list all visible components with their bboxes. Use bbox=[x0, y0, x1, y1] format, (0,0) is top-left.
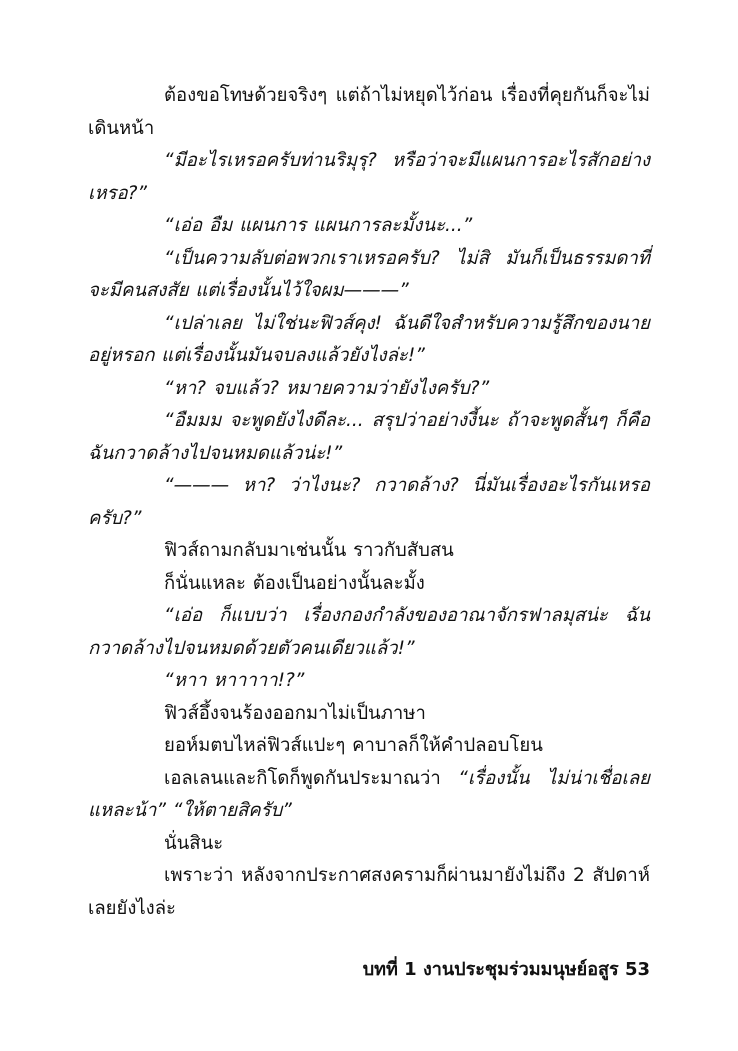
paragraph-13: ฟิวส์อึ้งจนร้องออกมาไม่เป็นภาษา bbox=[164, 702, 426, 724]
paragraph-1: ต้องขอโทษด้วยจริงๆ แต่ถ้าไม่หยุดไว้ก่อน เรื่องที่คุยกันก็จะไม่เดินหน้า bbox=[88, 85, 650, 139]
paragraph-15-dialog: “เรื่องนั้น ไม่น่าเชื่อเลยแหละน้า” “ให้ตายสิครับ” bbox=[88, 767, 651, 821]
paragraph-7: “อืมมม จะพูดยังไงดีละ... สรุปว่าอย่างงี้นะ ถ้าจะพูดสั้นๆ ก็คือฉันกวาดล้างไปจนหมดแล้วน่ะ!” bbox=[88, 410, 650, 464]
paragraph-15 bbox=[88, 763, 650, 828]
paragraph-6: “หา? จบแล้ว? หมายความว่ายังไงครับ?” bbox=[164, 377, 490, 399]
paragraph-11: “เอ่อ ก็แบบว่า เรื่องกองกำลังของอาณาจักรฟาลมุสน่ะ ฉันกวาดล้างไปจนหมดด้วยตัวคนเดียวแล้ว!” bbox=[88, 605, 650, 659]
page-footer bbox=[88, 957, 650, 983]
paragraph-16: นั่นสินะ bbox=[164, 832, 224, 854]
paragraph-3: “เอ่อ อืม แผนการ แผนการละมั้งนะ...” bbox=[164, 215, 473, 236]
chapter-page-label: บทที่ 1 งานประชุมร่วมมนุษย์อสูร 53 bbox=[362, 959, 650, 980]
paragraph-14: ยอห์มตบไหล่ฟิวส์แปะๆ คาบาลก็ให้คำปลอบโยน bbox=[164, 735, 543, 756]
paragraph-15-narration: เอลเลนและกิโดก็พูดกันประมาณว่า bbox=[164, 767, 459, 789]
paragraph-8: “——— หา? ว่าไงนะ? กวาดล้าง? นี่มันเรื่องอะไรกันเหรอครับ?” bbox=[88, 475, 650, 529]
paragraph-4: “เป็นความลับต่อพวกเราเหรอครับ? ไม่สิ มันก็เป็นธรรมดาที่จะมีคนสงสัย แต่เรื่องนั้นไว้ใจผม———” bbox=[88, 247, 650, 301]
paragraph-17: เพราะว่า หลังจากประกาศสงครามก็ผ่านมายังไม่ถึง 2 สัปดาห์เลยยังไงล่ะ bbox=[88, 865, 650, 919]
page-body bbox=[88, 80, 650, 925]
paragraph-9: ฟิวส์ถามกลับมาเช่นนั้น ราวกับสับสน bbox=[164, 540, 454, 561]
paragraph-5: “เปล่าเลย ไม่ใช่นะฟิวส์คุง! ฉันดีใจสำหรับความรู้สึกของนายอยู่หรอก แต่เรื่องนั้นมันจบลงแล้วยังไงล่ะ!” bbox=[88, 312, 650, 366]
paragraph-10: ก็นั่นแหละ ต้องเป็นอย่างนั้นละมั้ง bbox=[164, 572, 425, 594]
paragraph-2: “มีอะไรเหรอครับท่านริมุรุ? หรือว่าจะมีแผนการอะไรสักอย่างเหรอ?” bbox=[88, 150, 650, 204]
paragraph-12: “หาา หาาาาา!?” bbox=[164, 670, 305, 691]
